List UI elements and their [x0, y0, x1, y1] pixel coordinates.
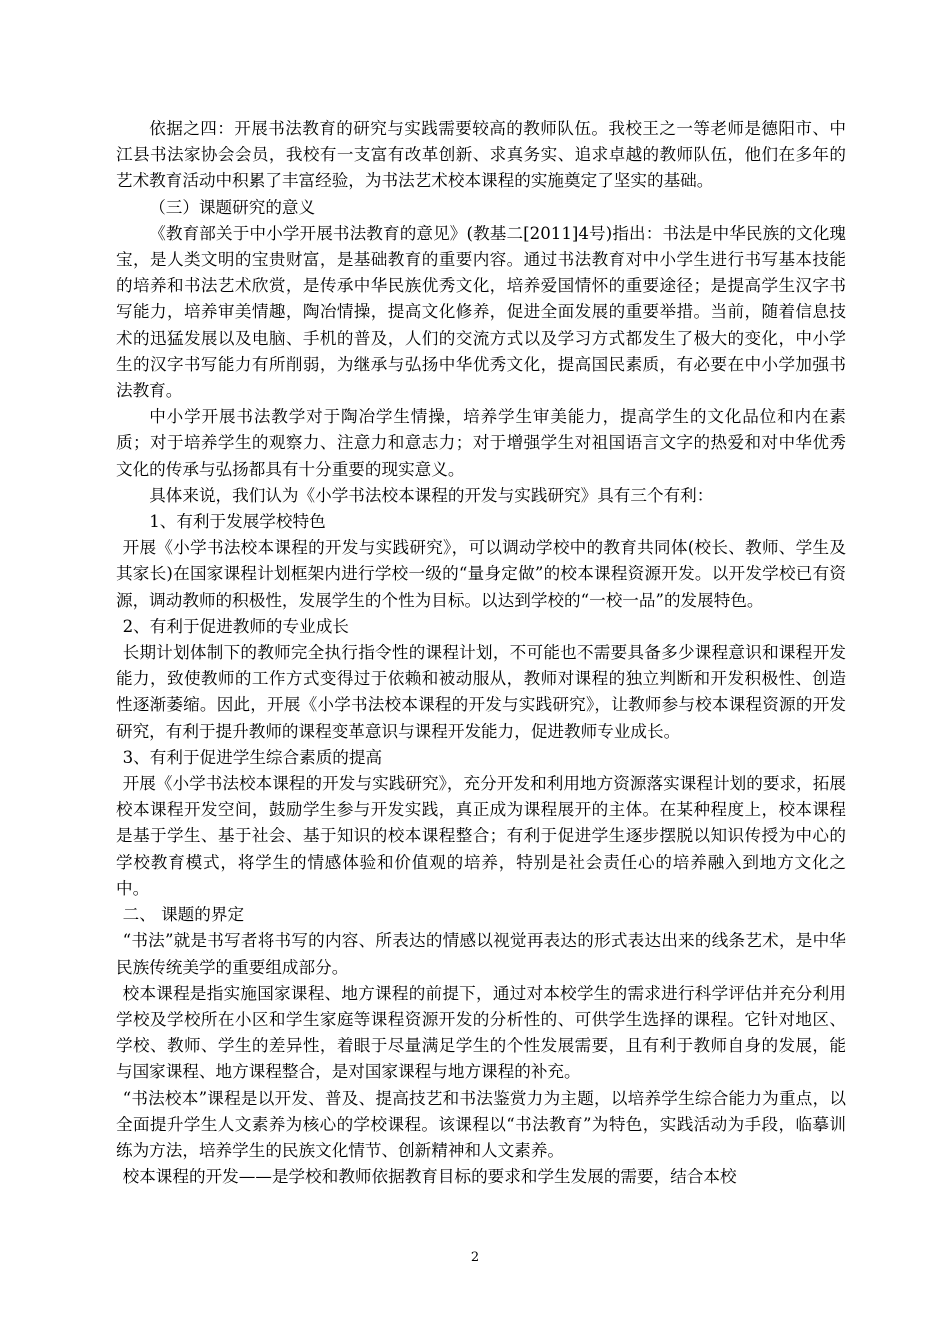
- section-heading-significance: （三）课题研究的意义: [149, 197, 316, 217]
- paragraph-calligraphy-school-curriculum: “书法校本”课程是以开发、普及、提高技艺和书法鉴赏力为主题，以培养学生综合能力为重点，以全面提升学生人文素养为核心的学校课程。该课程以“书法教育”为特色，实践活动为手段，临摹训练为方法，培养学生的民族文化情节、创新精神和人文素养。: [116, 1088, 846, 1160]
- paragraph-school-curriculum-definition: 校本课程是指实施国家课程、地方课程的前提下，通过对本校学生的需求进行科学评估并充分利用学校及学校所在小区和学生家庭等课程资源开发的分析性的、可供学生选择的课程。它针对地区、学校、教师、学生的差异性，着眼于尽量满足学生的个性发展需要，且有利于教师自身的发展，能与国家课程、地方课程整合，是对国家课程与地方课程的补充。: [116, 983, 846, 1082]
- paragraph-calligraphy-definition: “书法”就是书写者将书写的内容、所表达的情感以视觉再表达的形式表达出来的线条艺术，是中华民族传统美学的重要组成部分。: [116, 931, 846, 977]
- paragraph-ministry-opinion: 《教育部关于中小学开展书法教育的意见》(教基二[2011]4号)指出：书法是中华民族的文化瑰宝，是人类文明的宝贵财富，是基础教育的重要内容。通过书法教育对中小学生进行书写基本技能的培养和书法艺术欣赏，是传承中华民族优秀文化，培养爱国情怀的重要途径；是提高学生汉字书写能力，培养审美情趣，陶冶情操，提高文化修养，促进全面发展的重要举措。当前，随着信息技术的迅猛发展以及电脑、手机的普及，人们的交流方式以及学习方式都发生了极大的变化，中小学生的汉字书写能力有所削弱，为继承与弘扬中华优秀文化，提高国民素质，有必要在中小学加强书法教育。: [116, 223, 846, 401]
- page-number: 2: [470, 1250, 480, 1265]
- document-body: [116, 116, 846, 1190]
- heading-benefit-1: 1、有利于发展学校特色: [149, 512, 326, 532]
- paragraph-basis-four: 依据之四：开展书法教育的研究与实践需要较高的教师队伍。我校王之一等老师是德阳市、中江县书法家协会会员，我校有一支富有改革创新、求真务实、追求卓越的教师队伍，他们在多年的艺术教育活动中积累了丰富经验，为书法艺术校本课程的实施奠定了坚实的基础。: [116, 119, 846, 191]
- paragraph-benefit-3: 开展《小学书法校本课程的开发与实践研究》，充分开发和利用地方资源落实课程计划的要求，拓展校本课程开发空间，鼓励学生参与开发实践，真正成为课程展开的主体。在某种程度上，校本课程是基于学生、基于社会、基于知识的校本课程整合；有利于促进学生逐步摆脱以知识传授为中心的学校教育模式，将学生的情感体验和价值观的培养，特别是社会责任心的培养融入到地方文化之中。: [116, 774, 846, 898]
- heading-benefit-2: 2、有利于促进教师的专业成长: [122, 616, 349, 636]
- paragraph-curriculum-development: 校本课程的开发——是学校和教师依据教育目标的要求和学生发展的需要，结合本校: [122, 1167, 737, 1187]
- paragraph-benefit-2: 长期计划体制下的教师完全执行指令性的课程计划，不可能也不需要具备多少课程意识和课程开发能力，致使教师的工作方式变得过于依赖和被动服从，教师对课程的独立判断和开发积极性、创造性逐渐萎缩。因此，开展《小学书法校本课程的开发与实践研究》，让教师参与校本课程资源的开发研究，有利于提升教师的课程变革意识与课程开发能力，促进教师专业成长。: [116, 643, 846, 741]
- section-heading-definition: 二、 课题的界定: [122, 905, 245, 925]
- heading-benefit-3: 3、有利于促进学生综合素质的提高: [122, 747, 383, 767]
- paragraph-calligraphy-value: 中小学开展书法教学对于陶冶学生情操，培养学生审美能力，提高学生的文化品位和内在素质；对于培养学生的观察力、注意力和意志力；对于增强学生对祖国语言文字的热爱和对中华优秀文化的传承与弘扬都具有十分重要的现实意义。: [116, 407, 846, 479]
- paragraph-benefit-1: 开展《小学书法校本课程的开发与实践研究》，可以调动学校中的教育共同体(校长、教师、学生及其家长)在国家课程计划框架内进行学校一级的“量身定做”的校本课程资源开发。以开发学校已有资源，调动教师的积极性，发展学生的个性为目标。以达到学校的“一校一品”的发展特色。: [116, 538, 846, 610]
- paragraph-three-benefits: 具体来说，我们认为《小学书法校本课程的开发与实践研究》具有三个有利：: [149, 485, 714, 505]
